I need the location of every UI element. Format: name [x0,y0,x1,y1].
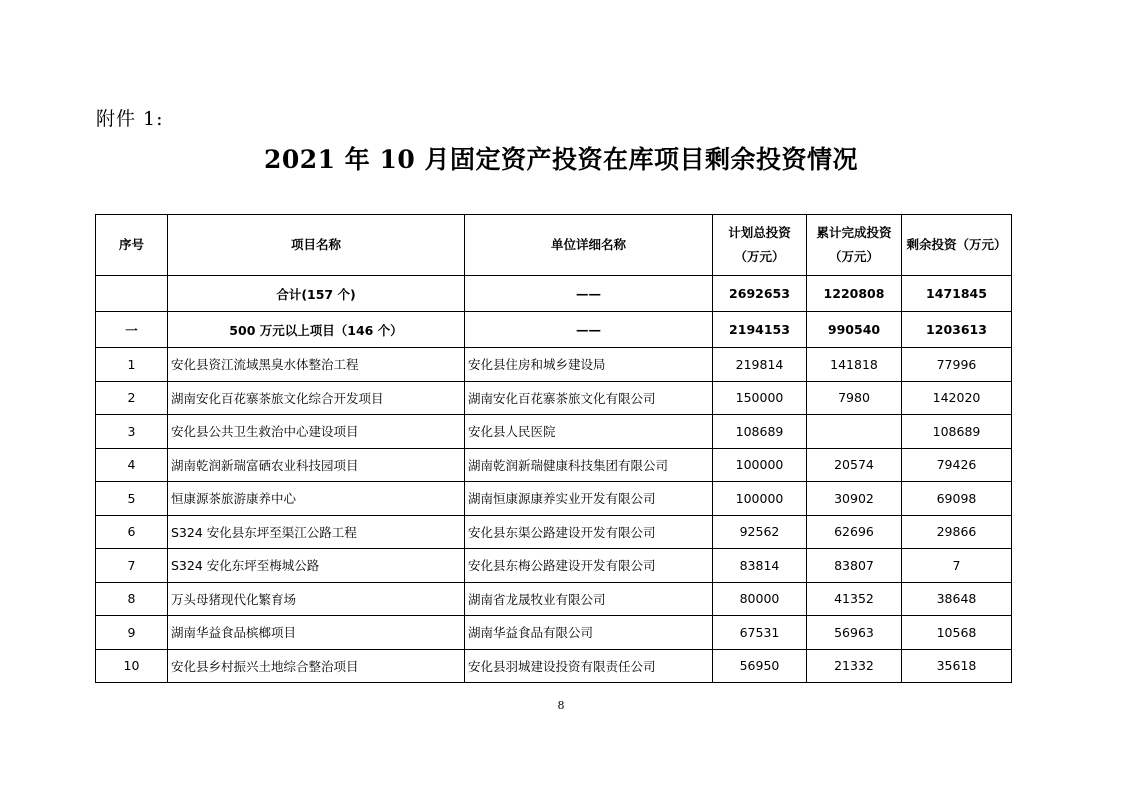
cell-completed: 141818 [807,348,902,382]
cell-project: 万头母猪现代化繁育场 [168,582,465,616]
cell-remaining: 69098 [902,482,1012,516]
cell-planned: 92562 [713,515,807,549]
header-planned-investment [713,215,807,276]
cell-planned: 150000 [713,381,807,415]
cell-completed: 7980 [807,381,902,415]
table-row [96,549,1012,583]
cell-remaining: 35618 [902,649,1012,683]
cell-seq: 4 [96,448,168,482]
cell-project: 合计(157 个) [168,276,465,312]
cell-planned: 100000 [713,482,807,516]
cell-planned: 108689 [713,415,807,449]
cell-unit: —— [465,276,713,312]
cell-seq: 7 [96,549,168,583]
cell-unit: 安化县东梅公路建设开发有限公司 [465,549,713,583]
header-completed-line2: （万元） [828,249,879,264]
cell-planned: 67531 [713,616,807,650]
cell-planned: 56950 [713,649,807,683]
cell-unit: 安化县人民医院 [465,415,713,449]
investment-table [95,214,1012,683]
subtotal-row [96,312,1012,348]
cell-seq: 5 [96,482,168,516]
cell-project: 安化县资江流域黑臭水体整治工程 [168,348,465,382]
table-row [96,616,1012,650]
header-remaining-investment: 剩余投资（万元） [902,215,1012,276]
cell-planned: 83814 [713,549,807,583]
cell-project: 恒康源茶旅游康养中心 [168,482,465,516]
header-planned-line1: 计划总投资 [728,225,791,240]
cell-remaining: 10568 [902,616,1012,650]
cell-unit: 湖南华益食品有限公司 [465,616,713,650]
cell-completed: 21332 [807,649,902,683]
cell-unit: 湖南省龙晟牧业有限公司 [465,582,713,616]
table-header-row [96,215,1012,276]
cell-completed: 20574 [807,448,902,482]
header-seq: 序号 [96,215,168,276]
header-planned-line2: （万元） [734,249,785,264]
cell-remaining: 79426 [902,448,1012,482]
table-row [96,381,1012,415]
table-row [96,515,1012,549]
cell-project: 安化县乡村振兴土地综合整治项目 [168,649,465,683]
cell-completed: 62696 [807,515,902,549]
cell-seq: 2 [96,381,168,415]
cell-project: 500 万元以上项目（146 个） [168,312,465,348]
cell-project: 湖南华益食品槟榔项目 [168,616,465,650]
cell-unit: 湖南安化百花寨茶旅文化有限公司 [465,381,713,415]
cell-unit: 安化县住房和城乡建设局 [465,348,713,382]
table-row [96,348,1012,382]
header-project-name: 项目名称 [168,215,465,276]
cell-remaining: 1471845 [902,276,1012,312]
cell-seq: 1 [96,348,168,382]
page-number: 8 [557,699,565,712]
cell-completed: 41352 [807,582,902,616]
cell-remaining: 142020 [902,381,1012,415]
cell-completed: 83807 [807,549,902,583]
cell-project: 湖南安化百花寨茶旅文化综合开发项目 [168,381,465,415]
cell-remaining: 108689 [902,415,1012,449]
cell-completed: 1220808 [807,276,902,312]
cell-planned: 219814 [713,348,807,382]
cell-remaining: 1203613 [902,312,1012,348]
cell-seq: 9 [96,616,168,650]
cell-project: S324 安化县东坪至渠江公路工程 [168,515,465,549]
cell-completed: 990540 [807,312,902,348]
cell-unit: 安化县羽城建设投资有限责任公司 [465,649,713,683]
cell-project: 安化县公共卫生救治中心建设项目 [168,415,465,449]
cell-unit: 湖南恒康源康养实业开发有限公司 [465,482,713,516]
cell-remaining: 29866 [902,515,1012,549]
cell-completed: 56963 [807,616,902,650]
cell-completed: 30902 [807,482,902,516]
cell-remaining: 7 [902,549,1012,583]
cell-seq [96,276,168,312]
cell-seq: 8 [96,582,168,616]
cell-seq: 一 [96,312,168,348]
cell-remaining: 38648 [902,582,1012,616]
header-unit-name: 单位详细名称 [465,215,713,276]
header-completed-line1: 累计完成投资 [816,225,892,240]
attachment-label: 附件 1: [96,108,164,130]
cell-planned: 100000 [713,448,807,482]
cell-unit: 湖南乾润新瑞健康科技集团有限公司 [465,448,713,482]
cell-planned: 80000 [713,582,807,616]
cell-seq: 3 [96,415,168,449]
cell-project: 湖南乾润新瑞富硒农业科技园项目 [168,448,465,482]
cell-completed [807,415,902,449]
cell-unit: —— [465,312,713,348]
cell-seq: 10 [96,649,168,683]
total-row [96,276,1012,312]
cell-project: S324 安化东坪至梅城公路 [168,549,465,583]
table-row [96,582,1012,616]
table-row [96,415,1012,449]
cell-planned: 2692653 [713,276,807,312]
cell-seq: 6 [96,515,168,549]
page-title: 2021 年 10 月固定资产投资在库项目剩余投资情况 [264,145,858,174]
header-completed-investment [807,215,902,276]
table-row [96,649,1012,683]
cell-planned: 2194153 [713,312,807,348]
cell-unit: 安化县东渠公路建设开发有限公司 [465,515,713,549]
cell-remaining: 77996 [902,348,1012,382]
table-row [96,482,1012,516]
table-row [96,448,1012,482]
